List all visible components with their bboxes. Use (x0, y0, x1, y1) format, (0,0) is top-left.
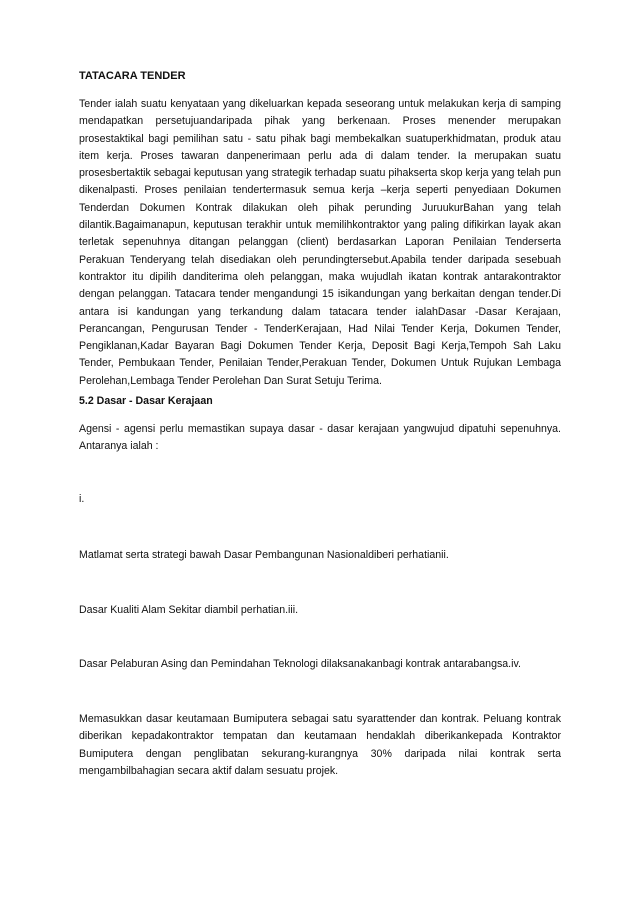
list-item-text-3: Dasar Pelaburan Asing dan Pemindahan Teknologi dilaksanakanbagi kontrak antarabangsa.iv. (79, 658, 521, 670)
list-item-text-4: Memasukkan dasar keutamaan Bumiputera sebagai satu syarattender dan kontrak. Peluang kontrak diberikan kepadakontraktor tempatan dan keutamaan hendaklah diberikankepada Kontraktor Bumiputera dengan penglibatan sekurang-kurangnya 30% daripada nilai kontrak serta mengambilbahagian secara aktif dalam sesuatu projek. (79, 713, 561, 777)
list-item-text-1: Matlamat serta strategi bawah Dasar Pembangunan Nasionaldiberi perhatianii. (79, 549, 449, 561)
section-intro-paragraph: Agensi - agensi perlu memastikan supaya dasar - dasar kerajaan yangwujud dipatuhi sepenuhnya. Antaranya ialah : (79, 423, 561, 453)
list-item-marker-i: i. (79, 493, 85, 505)
list-item-text-2: Dasar Kualiti Alam Sekitar diambil perhatian.iii. (79, 604, 299, 616)
document-title: TATACARA TENDER (79, 70, 186, 82)
intro-paragraph: Tender ialah suatu kenyataan yang dikeluarkan kepada seseorang untuk melakukan kerja di samping mendapatkan persetujuandaripada pihak yang berkenaan. Proses menender merupakan prosestaktikal bagi pemilihan satu - satu pihak bagi membekalkan suatuperkhidmatan, produk atau item kerja. Proses tawaran danpenerimaan perlu ada di dalam tender. Ia merupakan suatu prosesbertaktik sebagai keputusan yang strategik terhadap suatu pihakserta skop kerja yang telah pun dikenalpasti. Proses penilaian tendertermasuk semua kerja –kerja seperti penyediaan Dokumen Tenderdan Dokumen Kontrak dilakukan oleh pihak perunding JuruukurBahan yang telah dilantik.Bagaimanapun, keputusan terakhir untuk memilihkontraktor yang paling difikirkan layak akan terletak sepenuhnya ditangan pelanggan (client) berdasarkan Laporan Penilaian Tenderserta Perakuan Tenderyang telah disediakan oleh perundingtersebut.Apabila tender daripada sesebuah kontraktor itu dipilih danditerima oleh pelanggan, maka wujudlah ikatan kontrak antarakontraktor dengan pelanggan. Tatacara tender mengandungi 15 isikandungan yang berkaitan dengan tender.Di antara isi kandungan yang terkandung dalam tatacara tender ialahDasar -Dasar Kerajaan, Perancangan, Pengurusan Tender - TenderKerajaan, Had Nilai Tender Kerja, Dokumen Tender, Pengiklanan,Kadar Bayaran Bagi Dokumen Tender Kerja, Deposit Bagi Kerja,Tempoh Sah Laku Tender, Pembukaan Tender, Penilaian Tender,Perakuan Tender, Dokumen Untuk Rujukan Lembaga Perolehan,Lembaga Tender Perolehan Dan Surat Setuju Terima. (79, 98, 561, 387)
section-heading: 5.2 Dasar - Dasar Kerajaan (79, 395, 213, 407)
